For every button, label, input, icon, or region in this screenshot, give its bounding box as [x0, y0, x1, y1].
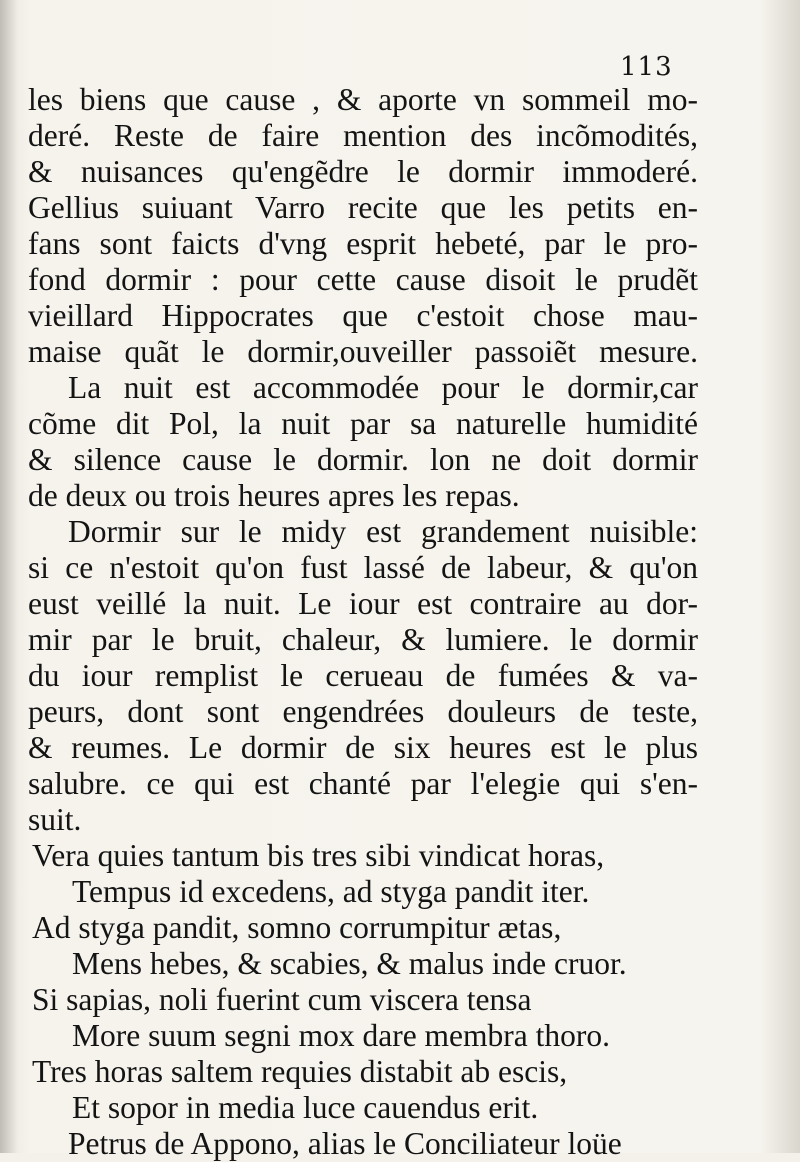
text-line: si ce n'estoit qu'on fust lassé de labeur, & qu'on: [28, 550, 698, 585]
text-line: vieillard Hippocrates que c'estoit chose mau-: [28, 298, 698, 333]
verse-line: Mens hebes, & scabies, & malus inde cruor.: [72, 946, 627, 981]
text-line: salubre. ce qui est chanté par l'elegie qui s'en-: [28, 766, 698, 801]
text-line: deré. Reste de faire mention des incõmodités,: [28, 118, 698, 153]
text-line: de deux ou trois heures apres les repas.: [28, 478, 520, 513]
page-text: [28, 82, 698, 1162]
text-line: & nuisances qu'engẽdre le dormir immoderé.: [28, 154, 698, 189]
verse-line: Tres horas saltem requies distabit ab escis,: [32, 1054, 568, 1089]
text-line: les biens que cause , & aporte vn sommeil mo-: [28, 82, 698, 117]
text-line: du iour remplist le cerueau de fumées & va-: [28, 658, 698, 693]
verse-line: Vera quies tantum bis tres sibi vindicat horas,: [32, 838, 605, 873]
verse-line: More suum segni mox dare membra thoro.: [72, 1018, 611, 1053]
paragraph-3: [28, 514, 698, 838]
elegy-verse: [28, 838, 698, 1126]
text-line: La nuit est accommodée pour le dormir,car: [68, 370, 698, 405]
text-line: Dormir sur le midy est grandement nuisible:: [68, 514, 698, 549]
text-line: suit.: [28, 802, 82, 837]
text-line: & silence cause le dormir. lon ne doit dormir: [28, 442, 698, 477]
text-line: mir par le bruit, chaleur, & lumiere. le dormir: [28, 622, 698, 657]
binding-shadow: [0, 0, 18, 1153]
verse-line: Ad styga pandit, somno corrumpitur ætas,: [32, 910, 562, 945]
paragraph-1: [28, 82, 698, 370]
page-number: 113: [620, 52, 673, 82]
text-line: fond dormir : pour cette cause disoit le prudẽt: [28, 262, 698, 297]
verse-line: Si sapias, noli fuerint cum viscera tensa: [32, 982, 532, 1017]
text-line: cõme dit Pol, la nuit par sa naturelle humidité: [28, 406, 698, 441]
final-line: Petrus de Appono, alias le Conciliateur loüe: [68, 1126, 622, 1161]
text-line: maise quãt le dormir,ouveiller passoiẽt mesure.: [28, 334, 698, 369]
text-line: & reumes. Le dormir de six heures est le plus: [28, 730, 698, 765]
verse-line: Et sopor in media luce cauendus erit.: [72, 1090, 539, 1125]
text-line: peurs, dont sont engendrées douleurs de teste,: [28, 694, 698, 729]
text-line: eust veillé la nuit. Le iour est contraire au dor-: [28, 586, 698, 621]
paragraph-2: [28, 370, 698, 514]
text-line: fans sont faicts d'vng esprit hebeté, par le pro-: [28, 226, 698, 261]
text-line: Gellius suiuant Varro recite que les petits en-: [28, 190, 698, 225]
verse-line: Tempus id excedens, ad styga pandit iter.: [72, 874, 590, 909]
